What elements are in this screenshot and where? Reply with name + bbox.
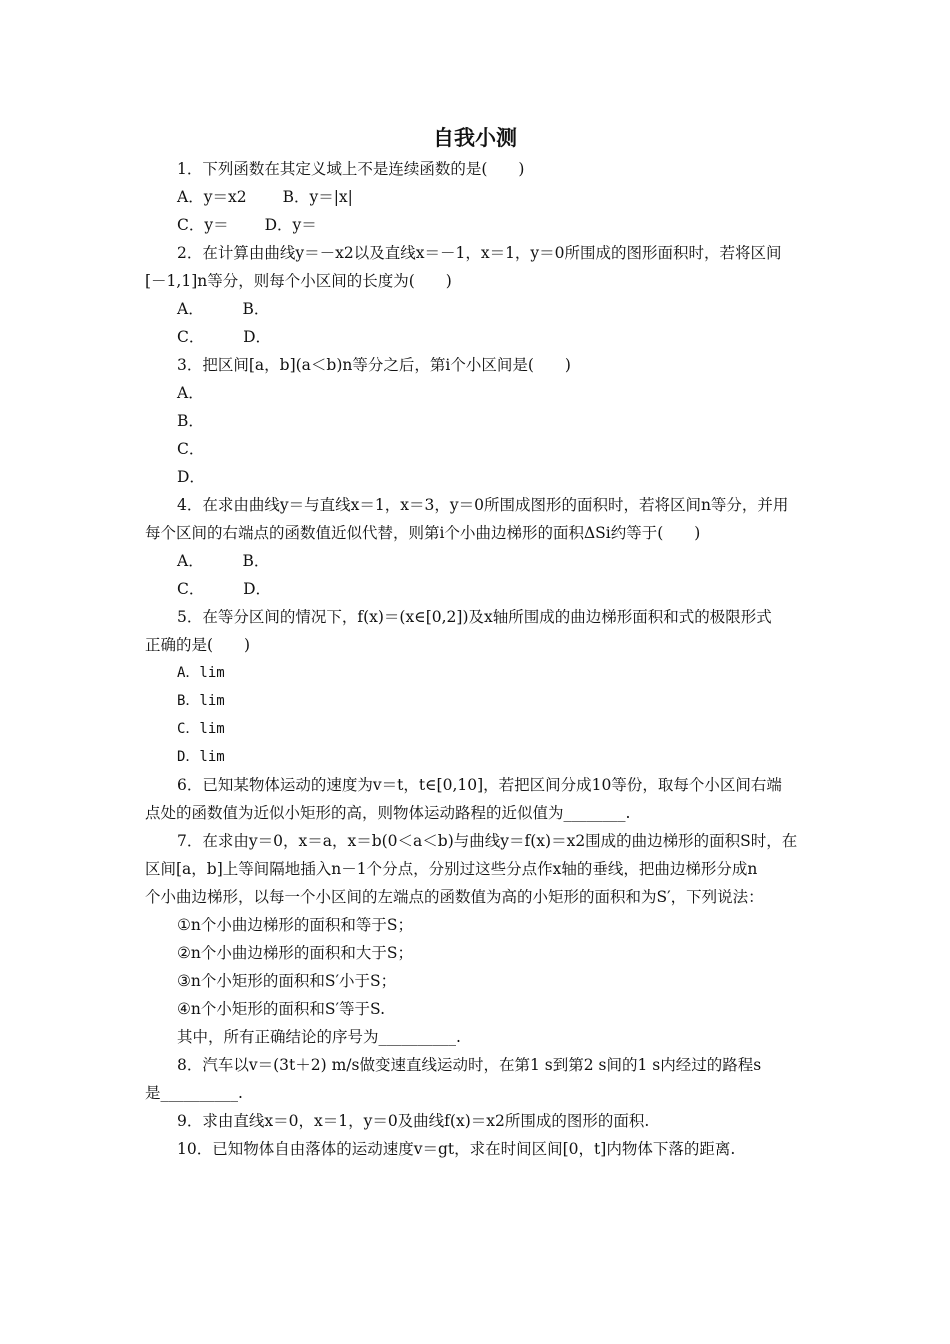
q1-option-b: B．y＝|x| <box>282 188 353 206</box>
q2-line2: [－1,1]n等分，则每个小区间的长度为( ) <box>145 272 452 290</box>
q3-option-b: B． <box>177 412 204 430</box>
q7-line1: 7．在求由y＝0，x＝a，x＝b(0＜a＜b)与曲线y＝f(x)＝x2围成的曲边梯形的面积S时，在 <box>177 832 798 850</box>
q4-options-cd: C． D． <box>177 580 272 598</box>
q2-options-ab: A． B． <box>177 300 270 318</box>
q7-line2: 区间[a，b]上等间隔地插入n－1个分点，分别过这些分点作x轴的垂线，把曲边梯形分成n <box>145 860 758 878</box>
q1-options-ab <box>177 187 353 207</box>
q7-statement-4: ④n个小矩形的面积和S′等于S. <box>177 1000 386 1018</box>
q6-line1: 6．已知某物体运动的速度为v＝t，t∈[0,10]，若把区间分成10等份，取每个小区间右端 <box>177 776 782 794</box>
q4-line1: 4．在求由曲线y＝与直线x＝1，x＝3，y＝0所围成图形的面积时，若将区间n等分，并用 <box>177 496 789 514</box>
q5-option-b: B．lim <box>177 693 225 709</box>
q2-options-cd: C． D． <box>177 328 272 346</box>
q5-line1: 5．在等分区间的情况下，f(x)＝(x∈[0,2])及x轴所围成的曲边梯形面积和式的极限形式 <box>177 608 772 626</box>
q8-line1: 8．汽车以v＝(3t＋2) m/s做变速直线运动时，在第1 s到第2 s间的1 s内经过的路程s <box>177 1056 762 1074</box>
q7-ask: 其中，所有正确结论的序号为__________. <box>177 1028 461 1046</box>
q3-option-c: C． <box>177 440 205 458</box>
q4-line2: 每个区间的右端点的函数值近似代替，则第i个小曲边梯形的面积ΔSi约等于( ) <box>145 524 701 542</box>
q5-line2: 正确的是( ) <box>145 636 251 654</box>
q5-option-a: A．lim <box>177 665 225 681</box>
q3-stem: 3．把区间[a，b](a＜b)n等分之后，第i个小区间是( ) <box>177 356 571 374</box>
q7-statement-1: ①n个小曲边梯形的面积和等于S； <box>177 916 413 934</box>
q9-text: 9．求由直线x＝0，x＝1，y＝0及曲线f(x)＝x2所围成的图形的面积. <box>177 1112 650 1130</box>
q1-options-cd <box>177 215 317 235</box>
q3-option-d: D． <box>177 468 205 486</box>
q7-statement-3: ③n个小矩形的面积和S′小于S； <box>177 972 397 990</box>
q10-text: 10．已知物体自由落体的运动速度v＝gt，求在时间区间[0，t]内物体下落的距离. <box>177 1140 736 1158</box>
q3-option-a: A． <box>177 384 204 402</box>
q7-line3: 个小曲边梯形，以每一个小区间的左端点的函数值为高的小矩形的面积和为S′，下列说法： <box>145 888 764 906</box>
q1-stem: 1．下列函数在其定义域上不是连续函数的是( ) <box>177 160 525 178</box>
q5-option-c: C．lim <box>177 721 225 737</box>
q6-line2: 点处的函数值为近似小矩形的高，则物体运动路程的近似值为________. <box>145 804 631 822</box>
q7-statement-2: ②n个小曲边梯形的面积和大于S； <box>177 944 413 962</box>
page-title: 自我小测 <box>433 126 517 150</box>
q1-option-a: A．y＝x2 <box>177 188 247 206</box>
q1-option-d: D．y＝ <box>264 216 317 234</box>
q4-options-ab: A． B． <box>177 552 270 570</box>
q8-line2: 是__________. <box>145 1084 243 1102</box>
q1-option-c: C．y＝ <box>177 216 229 234</box>
q5-option-d: D．lim <box>177 749 225 765</box>
q2-line1: 2．在计算由曲线y＝－x2以及直线x＝－1，x＝1，y＝0所围成的图形面积时，若将区间 <box>177 244 782 262</box>
